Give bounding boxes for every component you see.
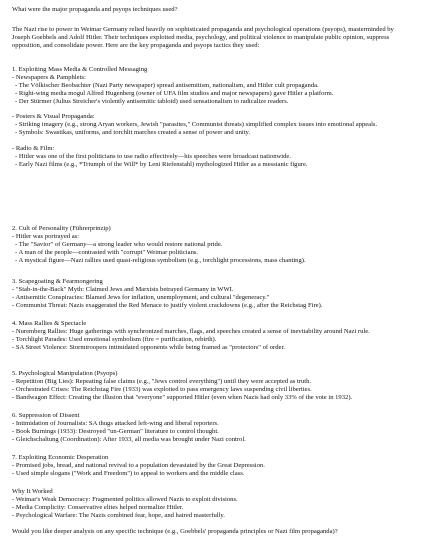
section-7 [12,454,412,478]
list-item: - The "Savior" of Germany—a strong leader who would restore national pride. [15,240,223,248]
section-1 [12,66,412,169]
list-item: - Bandwagon Effect: Creating the illusion that "everyone" supported Hitler (even when Nazis had only 33% of the vote in 1932). [12,393,353,401]
list-item: - Orchestrated Crises: The Reichstag Fire (1933) was exploited to pass emergency laws suspending civil liberties. [12,385,312,393]
list-item: - Torchlight Parades: Used emotional symbolism (fire = purification, rebirth). [12,335,217,343]
section-heading: 3. Scapegoating & Fearmongering [12,278,103,285]
section-5 [12,370,412,402]
list-item: - "Stab-in-the-Back" Myth: Claimed Jews and Marxists betrayed Germany in WWI. [12,285,234,293]
list-item: - The Völkischer Beobachter (Nazi Party newspaper) spread antisemitism, nationalism, and Hitler cult propaganda. [15,81,319,89]
list-item: - Posters & Visual Propaganda: [12,113,95,121]
why-it-worked-section [12,488,412,520]
section-4 [12,320,412,352]
list-item: - Der Stürmer (Julius Streicher's violently antisemitic tabloid) used sensationalism to radicalize readers. [15,97,289,105]
blank-line [12,106,412,114]
section-3 [12,278,412,310]
list-item: - Nuremberg Rallies: Huge gatherings with synchronized marches, flags, and speeches created a sense of inevitability around Nazi rule. [12,327,370,335]
section-heading: 2. Cult of Personality (Führerprinzip) [12,225,111,232]
list-item: - Psychological Warfare: The Nazis combined fear, hope, and hatred masterfully. [12,511,225,519]
section-heading: 4. Mass Rallies & Spectacle [12,320,87,327]
list-item: - Book Burnings (1933): Destroyed "un-German" literature to control thought. [12,427,219,435]
section-heading: 5. Psychological Manipulation (Psyops) [12,370,118,377]
list-item: - Hitler was portrayed as: [12,232,80,240]
section-heading: 7. Exploiting Economic Desperation [12,454,109,461]
section-2 [12,225,412,265]
list-item: - Right-wing media mogul Alfred Hugenberg (owner of UFA film studios and major newspapers) gave Hitler a platform. [15,89,334,97]
closing-question: Would you like deeper analysis on any specific technique (e.g., Goebbels' propaganda principles or Nazi film propaganda)? [12,528,338,535]
section-heading: 6. Suppression of Dissent [12,412,80,419]
list-item: - Early Nazi films (e.g., *Triumph of the Will* by Leni Riefenstahl) mythologized Hitler as a messianic figure. [15,160,308,168]
section-6 [12,412,412,444]
list-item: - Used simple slogans ("Work and Freedom") to appeal to workers and the middle class. [12,469,245,477]
list-item: - Antisemitic Conspiracies: Blamed Jews for inflation, unemployment, and cultural "degeneracy." [12,293,270,301]
list-item: - Symbols: Swastikas, uniforms, and torchlit marches created a sense of power and unity. [15,129,251,137]
list-item: - Communist Threat: Nazis exaggerated the Red Menace to justify violent crackdowns (e.g., after the Reichstag Fire). [12,301,323,309]
section-heading: Why It Worked [12,488,53,495]
list-item: - Repetition (Big Lies): Repeating false claims (e.g., "Jews control everything") until they were accepted as truth. [12,377,312,385]
list-item: - Striking imagery (e.g., strong Aryan workers, Jewish "parasites," Communist threats) simplified complex issues into emotional appeals. [15,121,378,129]
list-item: - Hitler was one of the first politicians to use radio effectively—his speeches were broadcast nationwide. [15,152,291,160]
section-heading: 1. Exploiting Mass Media & Controlled Messaging [12,66,148,73]
list-item: - Weimar's Weak Democracy: Fragmented politics allowed Nazis to exploit divisions. [12,495,238,503]
list-item: - A mystical figure—Nazi rallies used quasi-religious symbolism (e.g., torchlight processions, mass chanting). [15,256,306,264]
question-text: What were the major propaganda and psyops techniques used? [12,6,178,13]
intro-paragraph: The Nazi rise to power in Weimar Germany relied heavily on sophisticated propaganda and psychological operations (psyops), masterminded by Joseph Goebbels and Adolf Hitler. Their techniques exploited media, psychology, and political violence to manipulate public opinion, suppress opposition, and consolidate power. Here are the key propaganda and psyops tactics they used: [12,26,394,49]
list-item: - A man of the people—contrasted with "corrupt" Weimar politicians. [15,248,199,256]
list-item: - Media Complicity: Conservative elites helped normalize Hitler. [12,503,184,511]
list-item: - Newspapers & Pamphlets: [12,73,86,81]
list-item: - Promised jobs, bread, and national revival to a population devastated by the Great Depression. [12,461,265,469]
list-item: - SA Street Violence: Stormtroopers intimidated opponents while being framed as "protectors" of order. [12,343,285,351]
blank-line [12,137,412,145]
list-item: - Gleichschaltung (Coordination): After 1933, all media was brought under Nazi control. [12,435,246,443]
list-item: - Radio & Film: [12,145,55,153]
list-item: - Intimidation of Journalists: SA thugs attacked left-wing and liberal reporters. [12,419,219,427]
